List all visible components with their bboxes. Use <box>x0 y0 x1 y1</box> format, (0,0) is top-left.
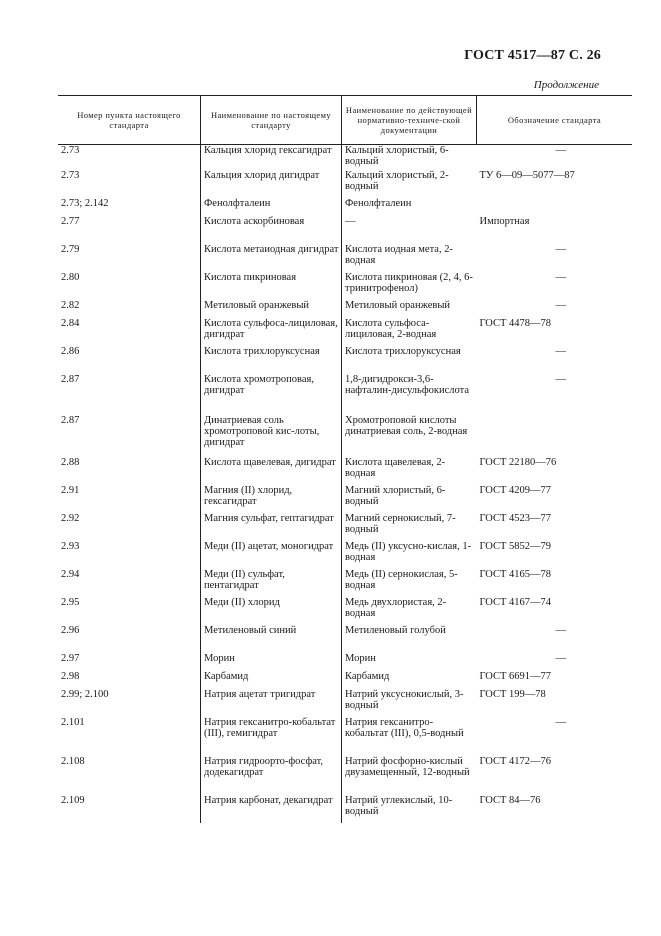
cell-designation-wrapper <box>477 541 633 569</box>
table-row <box>58 272 632 300</box>
cell-clause-number: 2.87 <box>61 373 80 385</box>
cell-designation-wrapper <box>477 374 633 415</box>
table-row <box>58 513 632 541</box>
table-row <box>58 346 632 374</box>
cell-designation: — <box>555 373 566 385</box>
cell-designation-wrapper <box>477 795 633 823</box>
cell-name: Натрия гидроорто-фосфат, додекагидрат <box>201 756 342 795</box>
cell-normative-name: Кислота щавелевая, 2-водная <box>342 457 477 485</box>
cell-designation-wrapper <box>477 756 633 795</box>
cell-clause-number: 2.73; 2.142 <box>61 197 109 209</box>
cell-designation: — <box>555 271 566 283</box>
cell-normative-name: Кислота сульфоса-лициловая, 2-водная <box>342 318 477 346</box>
cell-name: Кислота трихлоруксусная <box>201 346 342 374</box>
cell-designation: — <box>555 145 566 156</box>
cell-normative-name: Кислота трихлоруксусная <box>342 346 477 374</box>
cell-designation-wrapper <box>477 145 633 170</box>
table-row <box>58 170 632 198</box>
cell-name: Натрия карбонат, декагидрат <box>201 795 342 823</box>
cell-designation-wrapper <box>477 457 633 485</box>
cell-clause-number: 2.92 <box>61 512 80 524</box>
table-row <box>58 756 632 795</box>
table-row <box>58 671 632 689</box>
cell-clause-number: 2.80 <box>61 271 80 283</box>
table-row <box>58 689 632 717</box>
cell-clause-number: 2.95 <box>61 596 80 608</box>
table-row <box>58 198 632 216</box>
cell-designation: ГОСТ 4209—77 <box>479 484 552 496</box>
cell-normative-name: Натрий уксуснокислый, 3-водный <box>342 689 477 717</box>
cell-clause-number: 2.84 <box>61 317 80 329</box>
cell-designation: ГОСТ 4523—77 <box>479 512 552 524</box>
cell-name: Магния (II) хлорид, гексагидрат <box>201 485 342 513</box>
cell-designation-wrapper <box>477 485 633 513</box>
cell-designation: — <box>555 652 566 664</box>
table-row <box>58 145 632 170</box>
cell-normative-name: Магний хлористый, 6-водный <box>342 485 477 513</box>
cell-normative-name: Фенолфталеин <box>342 198 477 216</box>
table-row <box>58 795 632 823</box>
cell-clause-number: 2.82 <box>61 299 80 311</box>
cell-normative-name: Кислота пикриновая (2, 4, 6-тринитрофенол) <box>342 272 477 300</box>
cell-name: Кислота хромотроповая, дигидрат <box>201 374 342 415</box>
cell-clause-number: 2.88 <box>61 456 80 468</box>
cell-clause-number: 2.97 <box>61 652 80 664</box>
header-name-normative-doc: Наименование по действующей нормативно-техниче-ской документации <box>342 96 477 145</box>
cell-normative-name: — <box>342 216 477 244</box>
cell-designation: — <box>555 716 566 728</box>
cell-clause-number: 2.99; 2.100 <box>61 688 109 700</box>
cell-name: Кислота пикриновая <box>201 272 342 300</box>
cell-designation-wrapper <box>477 625 633 653</box>
cell-designation-wrapper <box>477 689 633 717</box>
cell-designation: — <box>555 345 566 357</box>
cell-normative-name: Морин <box>342 653 477 671</box>
cell-normative-name: Медь (II) уксусно-кислая, 1-водная <box>342 541 477 569</box>
cell-designation-wrapper <box>477 216 633 244</box>
table-row <box>58 625 632 653</box>
page-header: ГОСТ 4517—87 С. 26 <box>464 48 601 63</box>
cell-name: Карбамид <box>201 671 342 689</box>
cell-normative-name: Метиловый оранжевый <box>342 300 477 318</box>
cell-designation-wrapper <box>477 300 633 318</box>
cell-name: Метиленовый синий <box>201 625 342 653</box>
table-row <box>58 300 632 318</box>
cell-name: Кальция хлорид гексагидрат <box>201 145 342 170</box>
cell-clause-number: 2.101 <box>61 716 85 728</box>
table-row <box>58 717 632 756</box>
cell-clause-number: 2.98 <box>61 670 80 682</box>
table-row <box>58 597 632 625</box>
cell-designation: — <box>555 624 566 636</box>
cell-clause-number: 2.109 <box>61 794 85 806</box>
cell-designation-wrapper <box>477 170 633 198</box>
table-row <box>58 569 632 597</box>
table-row <box>58 244 632 272</box>
cell-name: Кислота сульфоса-лициловая, дигидрат <box>201 318 342 346</box>
cell-normative-name: Натрий углекислый, 10-водный <box>342 795 477 823</box>
cell-name: Кислота метаиодная дигидрат <box>201 244 342 272</box>
cell-designation-wrapper <box>477 244 633 272</box>
cell-name: Морин <box>201 653 342 671</box>
header-clause-number: Номер пункта настоящего стандарта <box>58 96 201 145</box>
header-standard-designation: Обозначение стандарта <box>477 96 633 145</box>
cell-normative-name: Карбамид <box>342 671 477 689</box>
cell-normative-name: Хромотроповой кислоты динатриевая соль, 2-водная <box>342 415 477 457</box>
cell-name: Динатриевая соль хромотроповой кис-лоты, дигидрат <box>201 415 342 457</box>
cell-designation: ГОСТ 6691—77 <box>479 670 552 682</box>
cell-designation-wrapper <box>477 569 633 597</box>
cell-normative-name: Магний сернокислый, 7-водный <box>342 513 477 541</box>
cell-designation: — <box>555 299 566 311</box>
cell-clause-number: 2.91 <box>61 484 80 496</box>
cell-name: Меди (II) ацетат, моногидрат <box>201 541 342 569</box>
cell-clause-number: 2.73 <box>61 145 80 156</box>
cell-name: Фенолфталеин <box>201 198 342 216</box>
table-row <box>58 216 632 244</box>
cell-designation-wrapper <box>477 653 633 671</box>
cell-name: Метиловый оранжевый <box>201 300 342 318</box>
cell-designation-wrapper <box>477 597 633 625</box>
cell-designation-wrapper <box>477 513 633 541</box>
cell-designation: ГОСТ 4167—74 <box>479 596 552 608</box>
standards-table <box>58 95 632 823</box>
cell-designation: Импортная <box>479 215 530 227</box>
cell-designation: ГОСТ 4172—76 <box>479 755 552 767</box>
cell-name: Натрия гексанитро-кобальтат (III), гемигидрат <box>201 717 342 756</box>
cell-clause-number: 2.86 <box>61 345 80 357</box>
header-name-this-standard: Наименование по настоящему стандарту <box>201 96 342 145</box>
cell-name: Меди (II) хлорид <box>201 597 342 625</box>
cell-normative-name: Натрия гексанитро-кобальтат (III), 0,5-водный <box>342 717 477 756</box>
table-row <box>58 653 632 671</box>
table-header-row <box>58 96 632 145</box>
cell-normative-name: Метиленовый голубой <box>342 625 477 653</box>
cell-designation-wrapper <box>477 198 633 216</box>
table-row <box>58 485 632 513</box>
cell-clause-number: 2.93 <box>61 540 80 552</box>
cell-designation-wrapper <box>477 717 633 756</box>
table-row <box>58 318 632 346</box>
cell-name: Кислота аскорбиновая <box>201 216 342 244</box>
cell-name: Натрия ацетат тригидрат <box>201 689 342 717</box>
cell-normative-name: Медь двухлористая, 2-водная <box>342 597 477 625</box>
cell-name: Кальция хлорид дигидрат <box>201 170 342 198</box>
cell-designation: ГОСТ 4165—78 <box>479 568 552 580</box>
cell-designation-wrapper <box>477 415 633 457</box>
cell-designation-wrapper <box>477 318 633 346</box>
cell-clause-number: 2.96 <box>61 624 80 636</box>
cell-designation: ТУ 6—09—5077—87 <box>479 169 575 181</box>
cell-clause-number: 2.94 <box>61 568 80 580</box>
table-row <box>58 541 632 569</box>
table-row <box>58 415 632 457</box>
cell-designation-wrapper <box>477 272 633 300</box>
cell-designation: ГОСТ 84—76 <box>479 794 541 806</box>
table-row <box>58 457 632 485</box>
cell-normative-name: Кальций хлористый, 6-водный <box>342 145 477 170</box>
cell-designation-wrapper <box>477 671 633 689</box>
cell-clause-number: 2.73 <box>61 169 80 181</box>
cell-name: Кислота щавелевая, дигидрат <box>201 457 342 485</box>
cell-normative-name: Медь (II) сернокислая, 5-водная <box>342 569 477 597</box>
continuation-label: Продолжение <box>533 79 599 91</box>
cell-designation: — <box>555 243 566 255</box>
cell-designation: ГОСТ 4478—78 <box>479 317 552 329</box>
cell-normative-name: Кальций хлористый, 2-водный <box>342 170 477 198</box>
cell-designation: ГОСТ 5852—79 <box>479 540 552 552</box>
table-row <box>58 374 632 415</box>
cell-clause-number: 2.79 <box>61 243 80 255</box>
cell-designation-wrapper <box>477 346 633 374</box>
cell-normative-name: Кислота иодная мета, 2-водная <box>342 244 477 272</box>
cell-clause-number: 2.77 <box>61 215 80 227</box>
cell-designation: ГОСТ 22180—76 <box>479 456 557 468</box>
cell-clause-number: 2.108 <box>61 755 85 767</box>
cell-clause-number: 2.87 <box>61 414 80 426</box>
cell-normative-name: Натрий фосфорно-кислый двузамещенный, 12-водный <box>342 756 477 795</box>
cell-designation: ГОСТ 199—78 <box>479 688 546 700</box>
cell-name: Магния сульфат, гептагидрат <box>201 513 342 541</box>
cell-normative-name: 1,8-дигидрокси-3,6-нафталин-дисульфокислота <box>342 374 477 415</box>
cell-name: Меди (II) сульфат, пентагидрат <box>201 569 342 597</box>
